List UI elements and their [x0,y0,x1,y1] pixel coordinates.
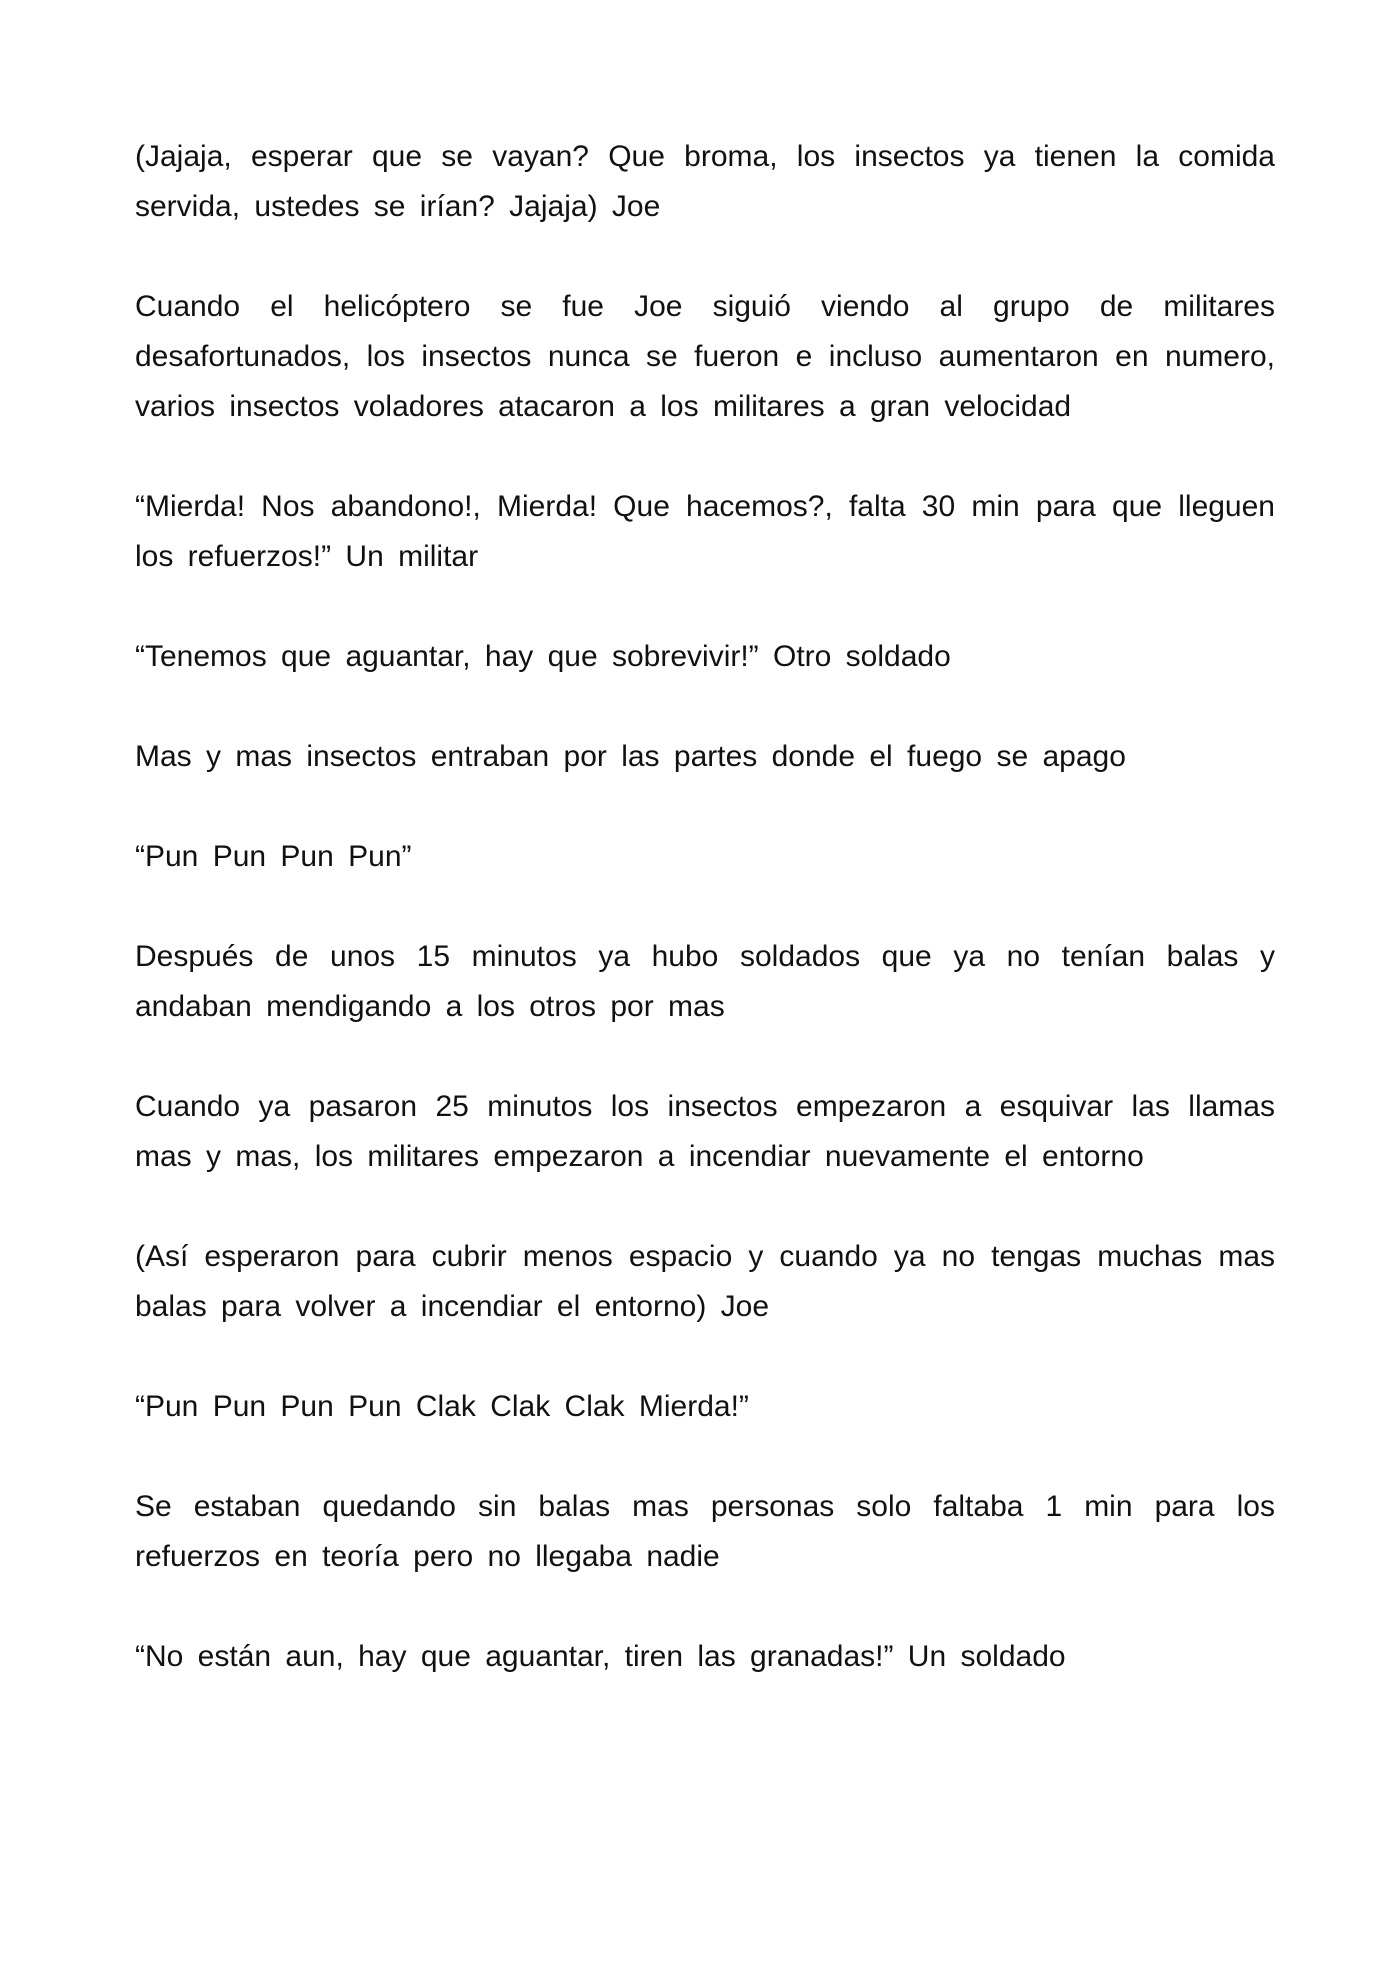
paragraph-3: “Mierda! Nos abandono!, Mierda! Que hacemos?, falta 30 min para que lleguen los refuerzos!” Un militar [135,490,1275,573]
paragraph-8: Cuando ya pasaron 25 minutos los insectos empezaron a esquivar las llamas mas y mas, los militares empezaron a incendiar nuevamente el entorno [135,1090,1275,1173]
paragraph-5: Mas y mas insectos entraban por las partes donde el fuego se apago [135,740,1126,773]
paragraph-6: “Pun Pun Pun Pun” [135,840,412,873]
paragraph-10: “Pun Pun Pun Pun Clak Clak Clak Mierda!” [135,1390,749,1423]
paragraph-12: “No están aun, hay que aguantar, tiren las granadas!” Un soldado [135,1640,1066,1673]
paragraph-9: (Así esperaron para cubrir menos espacio y cuando ya no tengas muchas mas balas para volver a incendiar el entorno) Joe [135,1240,1275,1323]
paragraph-4: “Tenemos que aguantar, hay que sobrevivir!” Otro soldado [135,640,951,673]
document-body [135,132,1275,1732]
paragraph-2: Cuando el helicóptero se fue Joe siguió viendo al grupo de militares desafortunados, los insectos nunca se fueron e incluso aumentaron en numero, varios insectos voladores atacaron a los militares a gran velocidad [135,290,1275,423]
paragraph-1: (Jajaja, esperar que se vayan? Que broma, los insectos ya tienen la comida servida, ustedes se irían? Jajaja) Joe [135,140,1275,223]
paragraph-7: Después de unos 15 minutos ya hubo soldados que ya no tenían balas y andaban mendigando a los otros por mas [135,940,1275,1023]
paragraph-11: Se estaban quedando sin balas mas personas solo faltaba 1 min para los refuerzos en teoría pero no llegaba nadie [135,1490,1275,1573]
